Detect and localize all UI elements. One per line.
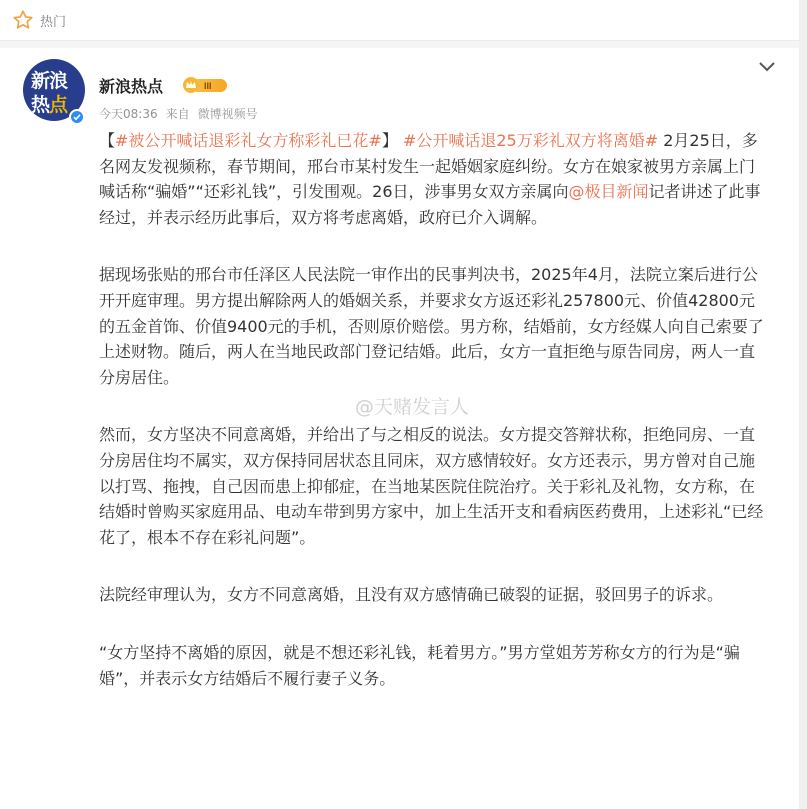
paragraph-5: “女方坚持不离婚的原因，就是不想还彩礼钱，耗着男方。”男方堂姐芳芳称女方的行为是“骗婚”，并表示女方结婚后不履行妻子义务。 xyxy=(99,642,740,688)
paragraph-3: 然而，女方坚决不同意离婚，并给出了与之相反的说法。女方提交答辩状称，拒绝同房、一直分房居住均不属实，双方保持同居状态且同床，双方感情较好。女方还表示，男方曾对自己施以打骂、拖拽，自己因而患上抑郁症，在当地某医院住院治疗。关于彩礼及礼物，女方称，在结婚时曾购买家庭用品、电动车带到男方家中，加上生活开支和看病医药费用，上述彩礼“已经花了，根本不存在彩礼问题”。 xyxy=(99,425,764,547)
post-meta xyxy=(99,105,266,122)
post-source[interactable]: 微博视频号 xyxy=(197,107,258,121)
chevron-down-icon[interactable] xyxy=(757,60,777,74)
mention-link[interactable]: @极目新闻 xyxy=(568,182,649,202)
topic-link-1[interactable]: #被公开喊话退彩礼女方称彩礼已花# xyxy=(115,131,382,150)
member-badge-icon[interactable] xyxy=(182,76,228,94)
hot-label[interactable]: 热门 xyxy=(40,15,67,30)
svg-text:III: III xyxy=(204,81,212,91)
watermark: @天赌发言人 xyxy=(355,396,470,418)
paragraph-1: 【#被公开喊话退彩礼女方称彩礼已花#】 #公开喊话退25万彩礼双方将离婚# 2月25日，多名网友发视频称，春节期间，邢台市某村发生一起婚姻家庭纠纷。女方在娘家被男方亲属上门喊话称“骗婚”“还彩礼钱”，引发围观。26日，涉事男女双方亲属向@极目新闻记者讲述了此事经过，并表示经历此事后，双方将考虑离婚，政府已介入调解。 xyxy=(99,131,761,227)
verified-icon xyxy=(69,109,85,125)
scrollbar[interactable] xyxy=(799,0,807,809)
post-time[interactable]: 今天08:36 xyxy=(99,107,158,121)
star-outline-icon xyxy=(12,9,34,31)
avatar-text-top: 新浪 xyxy=(31,70,68,92)
paragraph-4: 法院经审理认为，女方不同意离婚，且没有双方感情确已破裂的证据，驳回男子的诉求。 xyxy=(99,585,724,605)
hot-header xyxy=(0,0,807,41)
avatar-text-bottom: 热点 xyxy=(31,94,68,116)
topic-link-2[interactable]: #公开喊话退25万彩礼双方将离婚# xyxy=(402,131,659,150)
source-prefix: 来自 xyxy=(165,107,190,121)
author-name[interactable]: 新浪热点 xyxy=(99,77,164,96)
paragraph-2: 据现场张贴的邢台市任泽区人民法院一审作出的民事判决书，2025年4月，法院立案后进行公开开庭审理。男方提出解除两人的婚姻关系，并要求女方返还彩礼257800元、价值42800元的五金首饰、价值9400元的手机，否则原价赔偿。男方称，结婚前，女方经媒人向自己索要了上述财物。随后，两人在当地民政部门登记结婚。此后，女方一直拒绝与原告同房，两人一直分房居住。 xyxy=(99,265,764,387)
